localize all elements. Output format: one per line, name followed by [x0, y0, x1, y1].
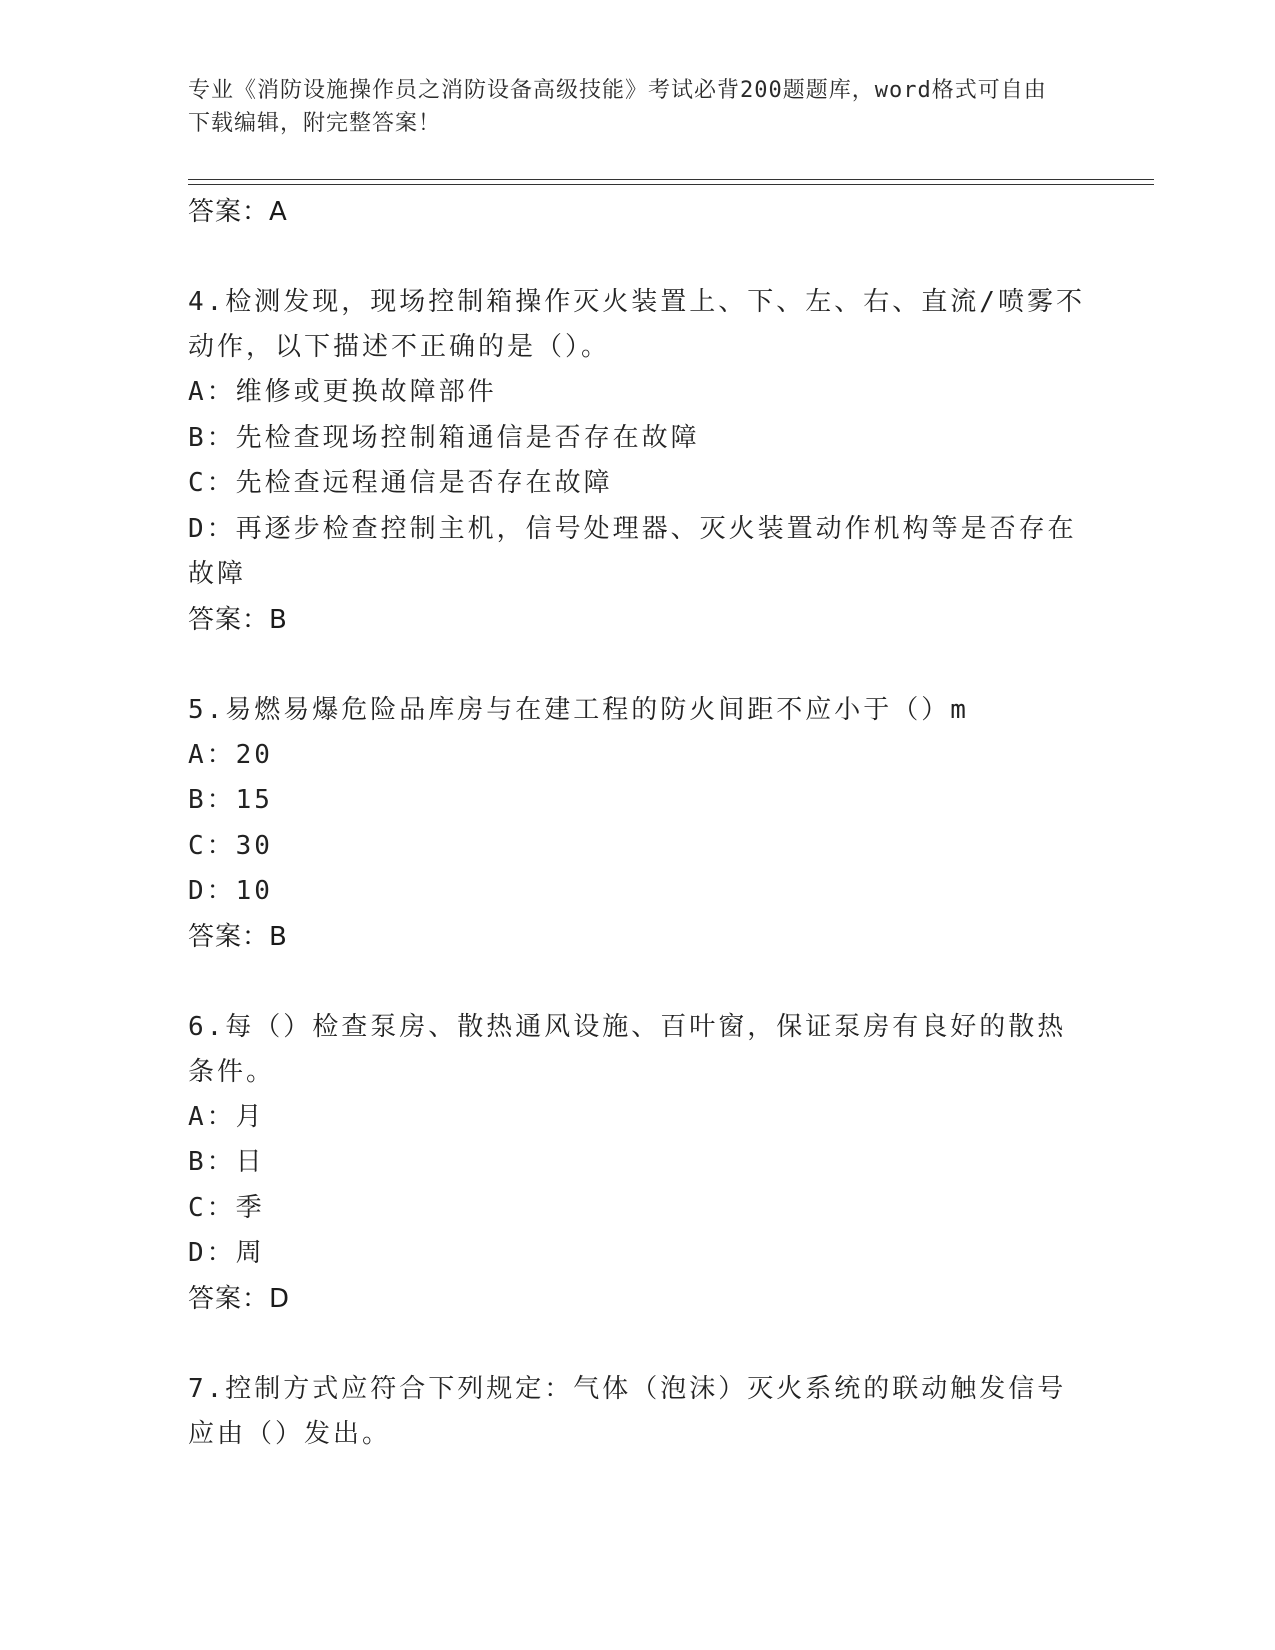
option-d: D：周	[188, 1238, 265, 1268]
question-text: 5.易燃易爆危险品库房与在建工程的防火间距不应小于（）m	[188, 694, 969, 725]
spacer	[188, 959, 1088, 1005]
option-a: A：月	[188, 1101, 265, 1132]
answer-line: 答案：D	[188, 1283, 291, 1314]
question-list	[188, 190, 1088, 1457]
option-c: C：季	[188, 1192, 265, 1223]
header-divider-bottom	[188, 184, 1154, 185]
option-a: A：20	[188, 739, 273, 770]
answer-line: 答案：A	[188, 197, 288, 227]
question-block	[188, 1367, 1088, 1457]
option-c: C：30	[188, 830, 273, 861]
question-block	[188, 1005, 1088, 1321]
option-d: D：10	[188, 876, 273, 906]
question-block	[188, 688, 1088, 959]
option-c: C：先检查远程通信是否存在故障	[188, 468, 613, 498]
document-header: 专业《消防设施操作员之消防设备高级技能》考试必背200题题库，word格式可自由下载编辑，附完整答案！	[188, 78, 1047, 136]
header-divider-top	[188, 179, 1154, 180]
answer-line: 答案：B	[188, 604, 288, 635]
question-text: 4.检测发现，现场控制箱操作灭火装置上、下、左、右、直流/喷雾不动作，以下描述不正确的是（）。	[188, 287, 1085, 362]
option-a: A：维修或更换故障部件	[188, 377, 497, 407]
option-b: B：15	[188, 785, 273, 815]
option-b: B：日	[188, 1147, 265, 1177]
question-text: 6.每（）检查泵房、散热通风设施、百叶窗，保证泵房有良好的散热条件。	[188, 1011, 1067, 1087]
spacer	[188, 234, 1088, 280]
option-b: B：先检查现场控制箱通信是否存在故障	[188, 422, 700, 453]
answer-line: 答案：B	[188, 921, 288, 952]
spacer	[188, 642, 1088, 688]
option-d: D：再逐步检查控制主机，信号处理器、灭火装置动作机构等是否存在故障	[188, 513, 1077, 589]
question-block	[188, 280, 1088, 642]
question-text: 7.控制方式应符合下列规定：气体（泡沫）灭火系统的联动触发信号应由（）发出。	[188, 1373, 1067, 1449]
spacer	[188, 1321, 1088, 1367]
